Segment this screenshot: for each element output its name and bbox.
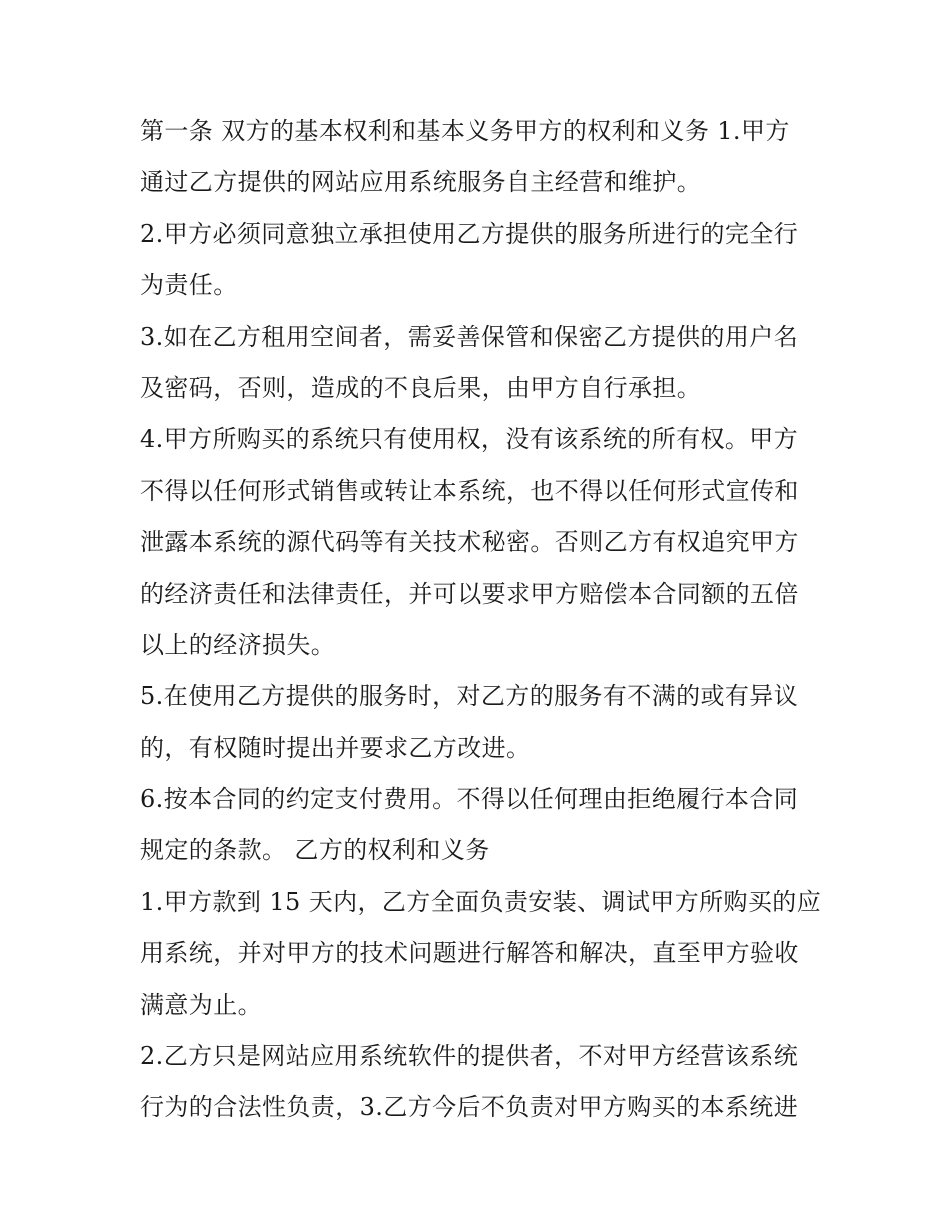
text-line: 3.如在乙方租用空间者，需妥善保管和保密乙方提供的用户名 bbox=[140, 322, 799, 351]
text-line: 2.甲方必须同意独立承担使用乙方提供的服务所进行的完全行 bbox=[140, 219, 799, 248]
text-line: 4.甲方所购买的系统只有使用权，没有该系统的所有权。甲方 bbox=[140, 425, 799, 454]
text-line: 满意为止。 bbox=[140, 990, 262, 1019]
text-line: 及密码，否则，造成的不良后果，由甲方自行承担。 bbox=[140, 373, 702, 402]
contract-text bbox=[140, 106, 820, 1134]
text-line: 2.乙方只是网站应用系统软件的提供者，不对甲方经营该系统 bbox=[140, 1042, 799, 1071]
text-line: 泄露本系统的源代码等有关技术秘密。否则乙方有权追究甲方 bbox=[140, 528, 799, 557]
text-line: 不得以任何形式销售或转让本系统，也不得以任何形式宣传和 bbox=[140, 476, 799, 505]
text-line: 1.甲方款到 15 天内，乙方全面负责安装、调试甲方所购买的应 bbox=[140, 887, 822, 916]
text-line: 行为的合法性负责，3.乙方今后不负责对甲方购买的本系统进 bbox=[140, 1093, 799, 1122]
text-line: 6.按本合同的约定支付费用。不得以任何理由拒绝履行本合同 bbox=[140, 785, 799, 814]
text-line: 第一条 双方的基本权利和基本义务甲方的权利和义务 1.甲方 bbox=[140, 117, 790, 145]
text-line: 的，有权随时提出并要求乙方改进。 bbox=[140, 733, 531, 762]
text-line: 为责任。 bbox=[140, 271, 238, 300]
text-line: 的经济责任和法律责任，并可以要求甲方赔偿本合同额的五倍 bbox=[140, 579, 799, 608]
text-line: 规定的条款。 乙方的权利和义务 bbox=[140, 836, 490, 865]
text-line: 用系统，并对甲方的技术问题进行解答和解决，直至甲方验收 bbox=[140, 939, 799, 968]
text-line: 以上的经济损失。 bbox=[140, 630, 336, 659]
text-line: 5.在使用乙方提供的服务时，对乙方的服务有不满的或有异议 bbox=[140, 682, 799, 711]
text-line: 通过乙方提供的网站应用系统服务自主经营和维护。 bbox=[140, 168, 702, 197]
